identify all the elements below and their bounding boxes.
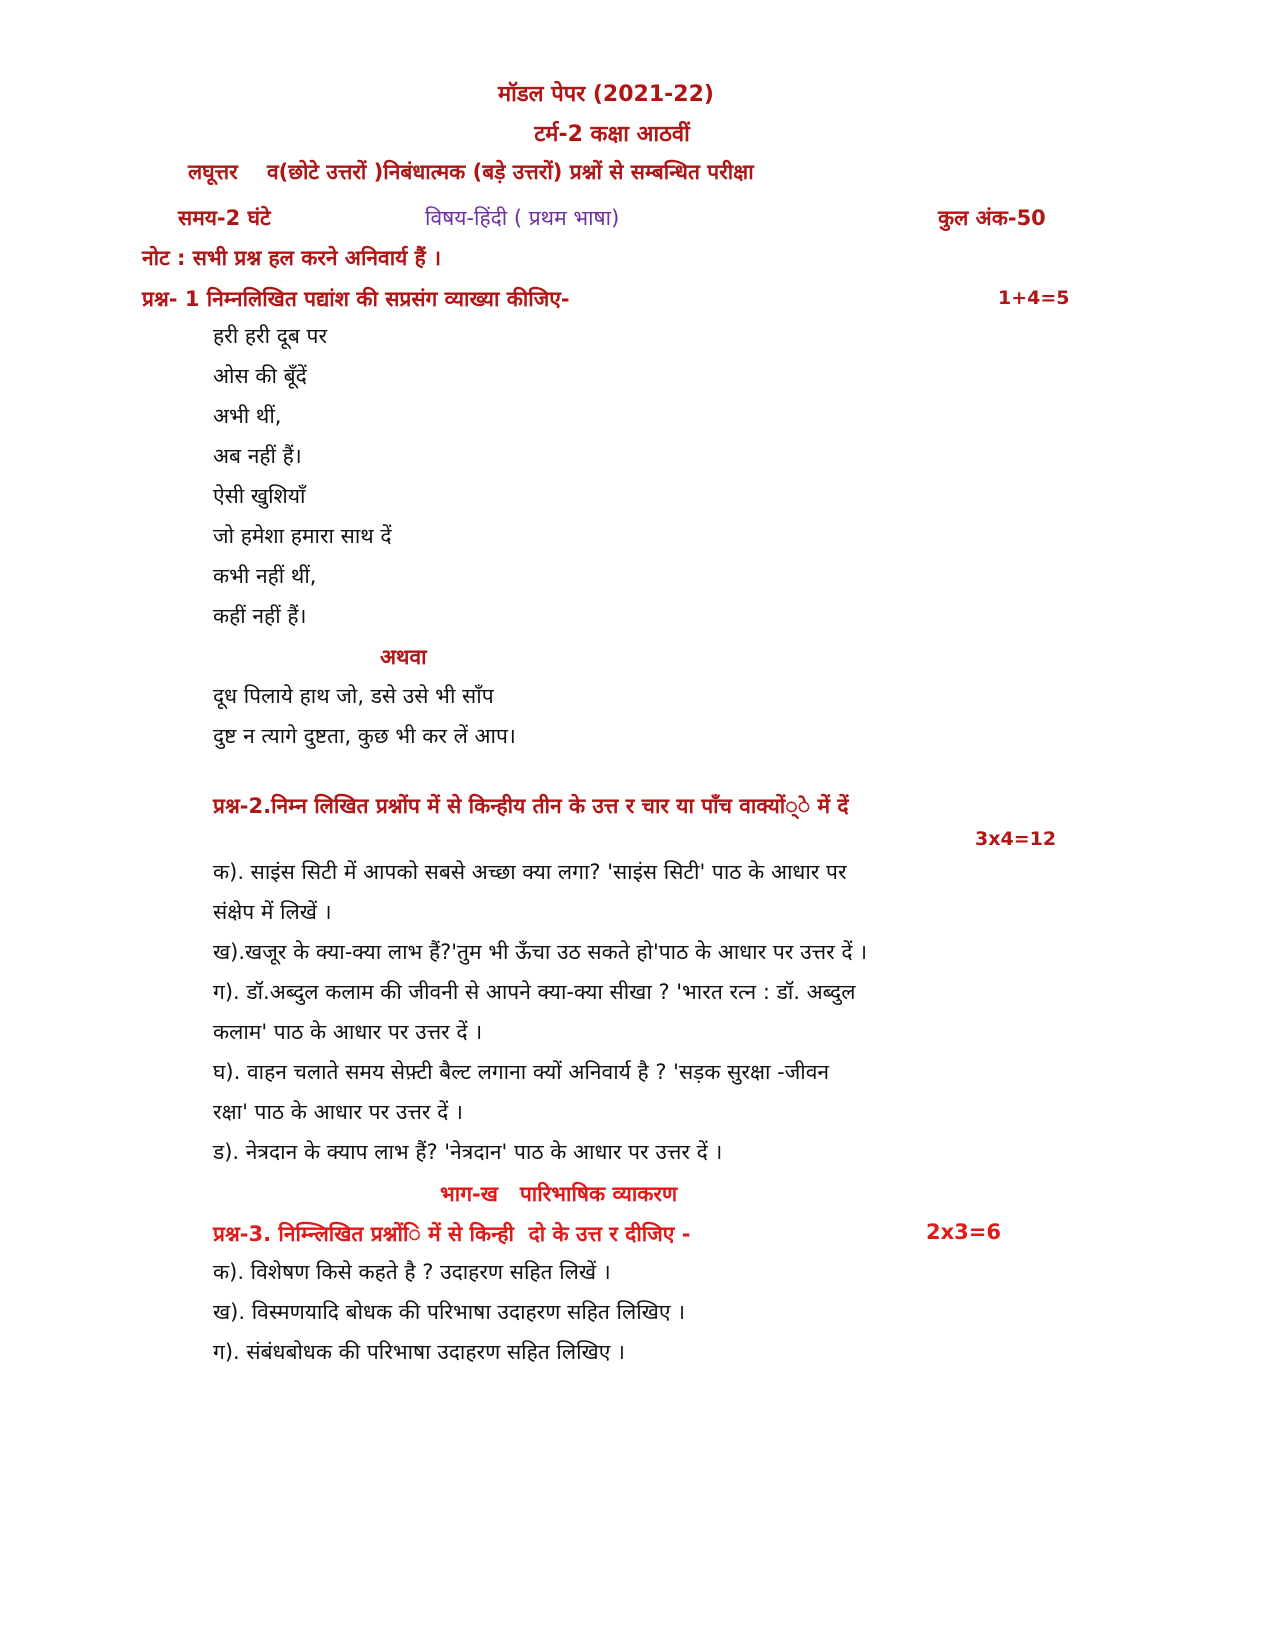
question-line: ख). विस्मणयादि बोधक की परिभाषा उदाहरण सहित लिखिए । xyxy=(213,1300,686,1324)
question-line: रक्षा' पाठ के आधार पर उत्तर दें । xyxy=(213,1100,463,1124)
paper-subtitle: टर्म-2 कक्षा आठवीं xyxy=(534,122,690,147)
question-line: कलाम' पाठ के आधार पर उत्तर दें । xyxy=(213,1020,483,1044)
question-line: ख).खजूर के क्या-क्या लाभ हैं?'तुम भी ऊँचा उठ सकते हो'पाठ के आधार पर उत्तर दें । xyxy=(213,940,868,964)
exam-type: लघूत्तर व(छोटे उत्तरों )निबंधात्मक (बड़े उत्तरों) प्रश्नों से सम्बन्धित परीक्षा xyxy=(188,160,754,184)
q1-marks: 1+4=5 xyxy=(998,287,1070,309)
q1-label: प्रश्न- 1 निम्नलिखित पद्यांश की सप्रसंग व्याख्या कीजिए- xyxy=(142,287,570,311)
question-line: क). विशेषण किसे कहते है ? उदाहरण सहित लिखें । xyxy=(213,1260,611,1284)
subject: विषय-हिंदी ( प्रथम भाषा) xyxy=(425,206,620,230)
total-marks: कुल अंक-50 xyxy=(938,206,1046,230)
poem-line: अभी थीं, xyxy=(213,404,282,428)
question-line: घ). वाहन चलाते समय सेफ़्टी बैल्ट लगाना क्यों अनिवार्य है ? 'सड़क सुरक्षा -जीवन xyxy=(213,1060,830,1084)
time-allowed: समय-2 घंटे xyxy=(178,206,271,230)
q3-marks: 2x3=6 xyxy=(926,1220,1001,1244)
doha-line: दुष्ट न त्यागे दुष्टता, कुछ भी कर लें आप। xyxy=(213,724,516,748)
question-line: ग). संबंधबोधक की परिभाषा उदाहरण सहित लिखिए । xyxy=(213,1340,625,1364)
paper-title: मॉडल पेपर (2021-22) xyxy=(498,82,714,107)
poem-line: ऐसी खुशियाँ xyxy=(213,484,306,508)
poem-line: कहीं नहीं हैं। xyxy=(213,604,307,628)
question-line: क). साइंस सिटी में आपको सबसे अच्छा क्या लगा? 'साइंस सिटी' पाठ के आधार पर xyxy=(213,860,847,884)
poem-line: हरी हरी दूब पर xyxy=(213,324,328,348)
q2-marks: 3x4=12 xyxy=(975,828,1057,850)
poem-line: जो हमेशा हमारा साथ दें xyxy=(213,524,392,548)
doha-line: दूध पिलाये हाथ जो, डसे उसे भी साँप xyxy=(213,684,494,708)
question-line: ड). नेत्रदान के क्याप लाभ हैं? 'नेत्रदान' पाठ के आधार पर उत्तर दें । xyxy=(213,1140,723,1164)
poem-line: ओस की बूँदें xyxy=(213,364,307,388)
or-label: अथवा xyxy=(380,645,427,669)
poem-line: कभी नहीं थीं, xyxy=(213,564,317,588)
q3-label: प्रश्न-3. निम्न्लिखित प्रश्नोंि में से किन्ही दो के उत्त र दीजिए - xyxy=(213,1222,691,1246)
note: नोट : सभी प्रश्न हल करने अनिवार्य हैं । xyxy=(142,246,442,270)
section-b-heading: भाग-ख पारिभाषिक व्याकरण xyxy=(440,1182,678,1206)
poem-line: अब नहीं हैं। xyxy=(213,444,302,468)
question-line: संक्षेप में लिखें । xyxy=(213,900,332,924)
question-line: ग). डॉ.अब्दुल कलाम की जीवनी से आपने क्या-क्या सीखा ? 'भारत रत्न : डॉ. अब्दुल xyxy=(213,980,856,1004)
q2-label: प्रश्न-2.निम्न लिखित प्रश्नोंप में से किन्हीय तीन के उत्त र चार या पाँच वाक्यों्े में दें xyxy=(213,794,849,818)
